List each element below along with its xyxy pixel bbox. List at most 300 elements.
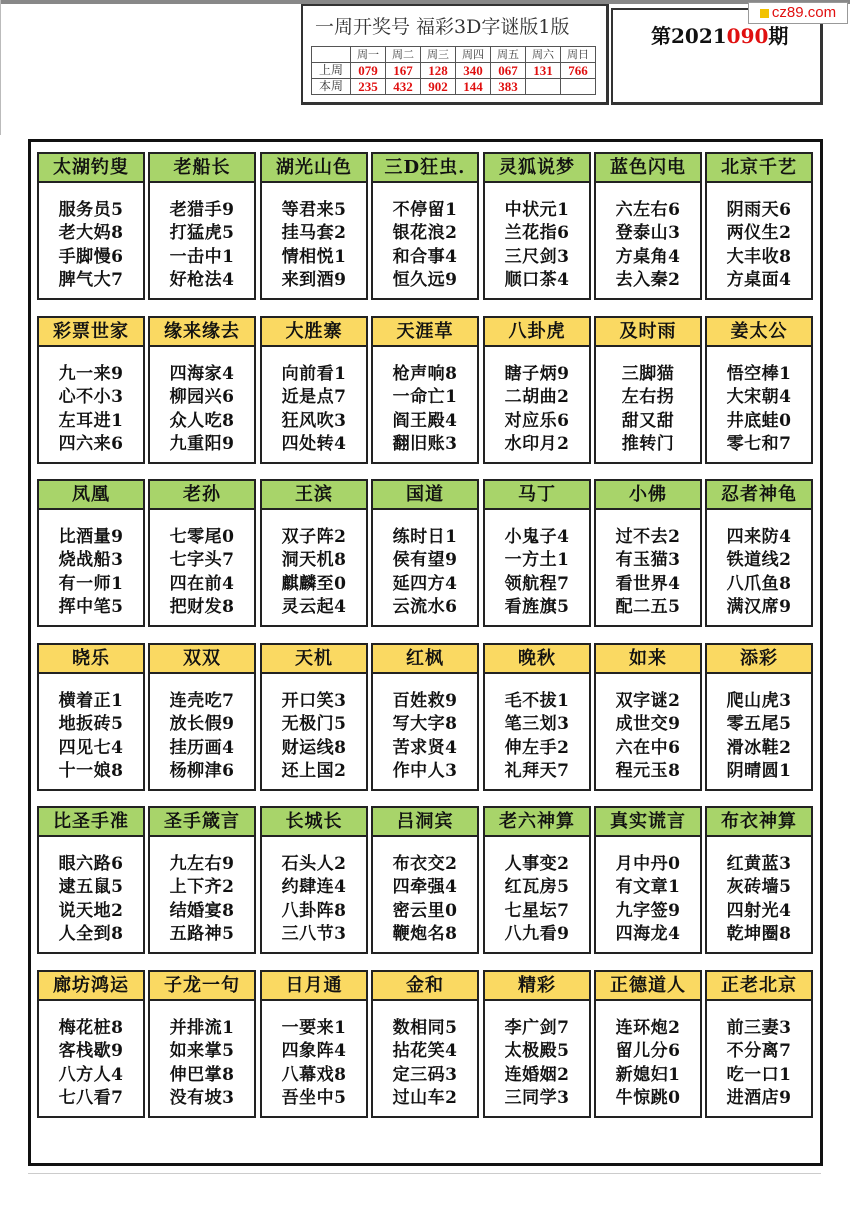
clue-line: 中状元1 bbox=[504, 200, 570, 220]
clue-line: 红瓦房5 bbox=[504, 877, 570, 898]
puzzle-card bbox=[148, 970, 256, 1118]
clue-line: 八卦阵8 bbox=[281, 900, 347, 921]
card-title: 缘来缘去 bbox=[150, 318, 254, 347]
period-number: 第2021090期 bbox=[651, 24, 789, 48]
puzzle-card bbox=[260, 152, 368, 300]
bottom-rule bbox=[28, 1173, 821, 1174]
clue-line: 七八看7 bbox=[58, 1087, 124, 1108]
card-body bbox=[39, 1001, 143, 1110]
card-body bbox=[373, 674, 477, 783]
clue-line: 近是点7 bbox=[281, 387, 347, 408]
clue-line: 七零尾0 bbox=[169, 527, 235, 547]
clue-line: 顺口茶4 bbox=[504, 269, 570, 290]
day-header: 周日 bbox=[561, 47, 596, 63]
weekly-draw-panel bbox=[301, 4, 609, 105]
card-title: 王滨 bbox=[262, 481, 366, 510]
clue-line: 没有坡3 bbox=[169, 1087, 235, 1108]
last-week-row bbox=[312, 63, 596, 79]
puzzle-card bbox=[37, 806, 145, 954]
clue-line: 连婚姻2 bbox=[504, 1064, 570, 1085]
day-header: 周五 bbox=[491, 47, 526, 63]
clue-line: 配二五5 bbox=[615, 596, 681, 617]
card-body bbox=[373, 1001, 477, 1110]
clue-line: 两仪生2 bbox=[726, 223, 792, 244]
clue-line: 还上国2 bbox=[281, 760, 347, 781]
card-title: 布衣神算 bbox=[707, 808, 811, 837]
card-title: 晓乐 bbox=[39, 645, 143, 674]
card-title: 凤凰 bbox=[39, 481, 143, 510]
clue-line: 大丰收8 bbox=[726, 246, 792, 267]
clue-line: 滑冰鞋2 bbox=[726, 737, 792, 758]
card-title: 比圣手准 bbox=[39, 808, 143, 837]
puzzle-card bbox=[483, 806, 591, 954]
clue-line: 并排流1 bbox=[169, 1018, 235, 1038]
clue-line: 双字谜2 bbox=[615, 691, 681, 711]
card-title: 长城长 bbox=[262, 808, 366, 837]
card-body bbox=[485, 1001, 589, 1110]
clue-line: 太极殿5 bbox=[504, 1041, 570, 1062]
clue-line: 成世交9 bbox=[615, 714, 681, 735]
card-title: 真实谎言 bbox=[596, 808, 700, 837]
clue-line: 红黄蓝3 bbox=[726, 854, 792, 874]
clue-line: 无极门5 bbox=[281, 714, 347, 735]
card-body bbox=[596, 183, 700, 292]
puzzle-card bbox=[483, 479, 591, 627]
clue-line: 方桌面4 bbox=[726, 269, 792, 290]
card-body bbox=[596, 510, 700, 619]
clue-line: 左耳进1 bbox=[58, 410, 124, 431]
clue-line: 新媳妇1 bbox=[615, 1064, 681, 1085]
site-badge[interactable]: cz89.com bbox=[748, 2, 848, 24]
puzzle-card bbox=[705, 152, 813, 300]
clue-line: 情相悦1 bbox=[281, 246, 347, 267]
clue-line: 八幕戏8 bbox=[281, 1064, 347, 1085]
clue-line: 十一娘8 bbox=[58, 760, 124, 781]
clue-line: 来到酒9 bbox=[281, 269, 347, 290]
clue-line: 人全到8 bbox=[58, 923, 124, 944]
clue-line: 二胡曲2 bbox=[504, 387, 570, 408]
card-title: 廊坊鸿运 bbox=[39, 972, 143, 1001]
clue-line: 灰砖墙5 bbox=[726, 877, 792, 898]
draw-results-table bbox=[311, 46, 596, 95]
card-body bbox=[150, 837, 254, 946]
clue-line: 阴晴圆1 bbox=[726, 760, 792, 781]
puzzle-card bbox=[260, 643, 368, 791]
puzzle-card bbox=[705, 316, 813, 464]
puzzle-card bbox=[594, 806, 702, 954]
clue-line: 三八节3 bbox=[281, 923, 347, 944]
clue-line: 密云里0 bbox=[392, 900, 458, 921]
clue-line: 吃一口1 bbox=[726, 1064, 792, 1085]
card-body bbox=[262, 837, 366, 946]
clue-line: 推转门 bbox=[621, 433, 675, 454]
puzzle-card bbox=[483, 152, 591, 300]
card-body bbox=[150, 183, 254, 292]
puzzle-card bbox=[371, 479, 479, 627]
clue-line: 云流水6 bbox=[392, 596, 458, 617]
clue-line: 笔三划3 bbox=[504, 714, 570, 735]
clue-line: 脾气大7 bbox=[58, 269, 124, 290]
clue-line: 双子阵2 bbox=[281, 527, 347, 547]
left-margin-line bbox=[0, 0, 1, 135]
card-title: 彩票世家 bbox=[39, 318, 143, 347]
clue-line: 连壳吃7 bbox=[169, 691, 235, 711]
card-body bbox=[150, 1001, 254, 1110]
clue-line: 伸巴掌8 bbox=[169, 1064, 235, 1085]
clue-line: 四见七4 bbox=[58, 737, 124, 758]
clue-line: 一要来1 bbox=[281, 1018, 347, 1038]
clue-line: 零五尾5 bbox=[726, 714, 792, 735]
day-header: 周四 bbox=[456, 47, 491, 63]
card-title: 晚秋 bbox=[485, 645, 589, 674]
clue-line: 对应乐6 bbox=[504, 410, 570, 431]
clue-line: 过不去2 bbox=[615, 527, 681, 547]
clue-line: 有一师1 bbox=[58, 573, 124, 594]
clue-line: 财运线8 bbox=[281, 737, 347, 758]
clue-line: 悟空棒1 bbox=[726, 364, 792, 384]
clue-line: 六在中6 bbox=[615, 737, 681, 758]
clue-line: 打猛虎5 bbox=[169, 223, 235, 244]
card-title: 及时雨 bbox=[596, 318, 700, 347]
draw-number: 383 bbox=[491, 79, 526, 95]
clue-line: 练时日1 bbox=[392, 527, 458, 547]
clue-line: 牛惊跳0 bbox=[615, 1087, 681, 1108]
clue-line: 九一来9 bbox=[58, 364, 124, 384]
card-body bbox=[707, 674, 811, 783]
puzzle-card bbox=[37, 479, 145, 627]
clue-line: 百姓救9 bbox=[392, 691, 458, 711]
clue-line: 李广剑7 bbox=[504, 1018, 570, 1038]
clue-line: 梅花桩8 bbox=[58, 1018, 124, 1038]
clue-line: 领航程7 bbox=[504, 573, 570, 594]
clue-line: 四处转4 bbox=[281, 433, 347, 454]
clue-line: 地扳砖5 bbox=[58, 714, 124, 735]
clue-line: 三尺剑3 bbox=[504, 246, 570, 267]
clue-line: 拈花笑4 bbox=[392, 1041, 458, 1062]
card-title: 吕洞宾 bbox=[373, 808, 477, 837]
puzzle-card bbox=[483, 643, 591, 791]
clue-line: 四来防4 bbox=[726, 527, 792, 547]
card-title: 天机 bbox=[262, 645, 366, 674]
card-title: 红枫 bbox=[373, 645, 477, 674]
clue-line: 看旌旗5 bbox=[504, 596, 570, 617]
card-body bbox=[485, 837, 589, 946]
clue-line: 四海龙4 bbox=[615, 923, 681, 944]
puzzle-card bbox=[148, 643, 256, 791]
clue-line: 比酒量9 bbox=[58, 527, 124, 547]
clue-line: 满汉席9 bbox=[726, 596, 792, 617]
card-body bbox=[150, 347, 254, 456]
draw-number: 067 bbox=[491, 63, 526, 79]
card-body bbox=[485, 510, 589, 619]
puzzle-card bbox=[594, 479, 702, 627]
clue-line: 兰花指6 bbox=[504, 223, 570, 244]
clue-line: 爬山虎3 bbox=[726, 691, 792, 711]
card-title: 正德道人 bbox=[596, 972, 700, 1001]
clue-line: 逮五鼠5 bbox=[58, 877, 124, 898]
clue-line: 洞天机8 bbox=[281, 550, 347, 571]
clue-line: 去入秦2 bbox=[615, 269, 681, 290]
puzzle-card bbox=[260, 970, 368, 1118]
clue-line: 方桌角4 bbox=[615, 246, 681, 267]
clue-line: 灵云起4 bbox=[281, 596, 347, 617]
clue-line: 老猎手9 bbox=[169, 200, 235, 220]
clue-line: 毛不拔1 bbox=[504, 691, 570, 711]
puzzle-card bbox=[705, 643, 813, 791]
puzzle-card bbox=[260, 479, 368, 627]
card-title: 精彩 bbox=[485, 972, 589, 1001]
row-label: 上周 bbox=[312, 63, 351, 79]
clue-line: 八九看9 bbox=[504, 923, 570, 944]
clue-line: 阎王殿4 bbox=[392, 410, 458, 431]
clue-line: 有玉猫3 bbox=[615, 550, 681, 571]
card-body bbox=[707, 837, 811, 946]
card-title: 姜太公 bbox=[707, 318, 811, 347]
clue-line: 好枪法4 bbox=[169, 269, 235, 290]
clue-line: 四牵强4 bbox=[392, 877, 458, 898]
clue-line: 石头人2 bbox=[281, 854, 347, 874]
card-body bbox=[707, 183, 811, 292]
clue-line: 约肆连4 bbox=[281, 877, 347, 898]
card-title: 大胜寨 bbox=[262, 318, 366, 347]
draw-number: 167 bbox=[386, 63, 421, 79]
clue-line: 铁道线2 bbox=[726, 550, 792, 571]
day-header-row bbox=[312, 47, 596, 63]
clue-line: 伸左手2 bbox=[504, 737, 570, 758]
draw-number bbox=[526, 79, 561, 95]
day-header: 周一 bbox=[351, 47, 386, 63]
puzzle-card bbox=[260, 806, 368, 954]
clue-line: 挂马套2 bbox=[281, 223, 347, 244]
clue-line: 布衣交2 bbox=[392, 854, 458, 874]
clue-line: 连环炮2 bbox=[615, 1018, 681, 1038]
clue-line: 延四方4 bbox=[392, 573, 458, 594]
card-body bbox=[596, 1001, 700, 1110]
clue-line: 四象阵4 bbox=[281, 1041, 347, 1062]
clue-line: 众人吃8 bbox=[169, 410, 235, 431]
card-title: 蓝色闪电 bbox=[596, 154, 700, 183]
card-title: 子龙一句 bbox=[150, 972, 254, 1001]
clue-line: 一击中1 bbox=[169, 246, 235, 267]
card-body bbox=[150, 674, 254, 783]
puzzle-card bbox=[483, 316, 591, 464]
card-body bbox=[596, 837, 700, 946]
clue-line: 服务员5 bbox=[58, 200, 124, 220]
card-body bbox=[596, 674, 700, 783]
clue-line: 登泰山3 bbox=[615, 223, 681, 244]
clue-line: 把财发8 bbox=[169, 596, 235, 617]
card-title: 如来 bbox=[596, 645, 700, 674]
card-title: 老孙 bbox=[150, 481, 254, 510]
clue-line: 麒麟至0 bbox=[281, 573, 347, 594]
clue-line: 四海家4 bbox=[169, 364, 235, 384]
card-body bbox=[373, 837, 477, 946]
puzzle-card bbox=[371, 806, 479, 954]
puzzle-card bbox=[37, 643, 145, 791]
clue-line: 月中丹0 bbox=[615, 854, 681, 874]
clue-line: 枪声响8 bbox=[392, 364, 458, 384]
clue-line: 九左右9 bbox=[169, 854, 235, 874]
card-title: 忍者神龟 bbox=[707, 481, 811, 510]
clue-line: 四射光4 bbox=[726, 900, 792, 921]
card-body bbox=[707, 1001, 811, 1110]
puzzle-card bbox=[705, 970, 813, 1118]
clue-line: 五路神5 bbox=[169, 923, 235, 944]
clue-line: 一命亡1 bbox=[392, 387, 458, 408]
clue-line: 开口笑3 bbox=[281, 691, 347, 711]
clue-line: 甜又甜 bbox=[621, 410, 675, 431]
draw-panel-title: 一周开奖号 福彩3D字谜版1版 bbox=[315, 16, 570, 38]
puzzle-card bbox=[483, 970, 591, 1118]
puzzle-card bbox=[371, 316, 479, 464]
card-body bbox=[485, 674, 589, 783]
card-body bbox=[39, 674, 143, 783]
card-title: 灵狐说梦 bbox=[485, 154, 589, 183]
clue-line: 水印月2 bbox=[504, 433, 570, 454]
clue-line: 说天地2 bbox=[58, 900, 124, 921]
clue-line: 定三码3 bbox=[392, 1064, 458, 1085]
clue-line: 一方土1 bbox=[504, 550, 570, 571]
puzzle-card bbox=[594, 152, 702, 300]
clue-line: 瞎子炳9 bbox=[504, 364, 570, 384]
card-body bbox=[39, 510, 143, 619]
clue-line: 看世界4 bbox=[615, 573, 681, 594]
draw-number: 235 bbox=[351, 79, 386, 95]
puzzle-card bbox=[148, 152, 256, 300]
clue-line: 进酒店9 bbox=[726, 1087, 792, 1108]
draw-number: 079 bbox=[351, 63, 386, 79]
card-title: 正老北京 bbox=[707, 972, 811, 1001]
card-body bbox=[373, 183, 477, 292]
card-title: 老六神算 bbox=[485, 808, 589, 837]
puzzle-card bbox=[594, 643, 702, 791]
puzzle-card bbox=[594, 316, 702, 464]
draw-number: 766 bbox=[561, 63, 596, 79]
card-title: 北京千艺 bbox=[707, 154, 811, 183]
card-body bbox=[262, 1001, 366, 1110]
clue-line: 鞭炮名8 bbox=[392, 923, 458, 944]
row-label: 本周 bbox=[312, 79, 351, 95]
clue-line: 数相同5 bbox=[392, 1018, 458, 1038]
draw-number: 144 bbox=[456, 79, 491, 95]
draw-number bbox=[561, 79, 596, 95]
clue-line: 眼六路6 bbox=[58, 854, 124, 874]
clue-line: 七字头7 bbox=[169, 550, 235, 571]
clue-line: 前三妻3 bbox=[726, 1018, 792, 1038]
card-body bbox=[39, 183, 143, 292]
clue-line: 柳园兴6 bbox=[169, 387, 235, 408]
clue-line: 八爪鱼8 bbox=[726, 573, 792, 594]
card-body bbox=[150, 510, 254, 619]
card-body bbox=[262, 183, 366, 292]
card-body bbox=[485, 347, 589, 456]
puzzle-card bbox=[705, 806, 813, 954]
clue-line: 挂历画4 bbox=[169, 737, 235, 758]
puzzle-card bbox=[371, 970, 479, 1118]
clue-line: 烧战船3 bbox=[58, 550, 124, 571]
clue-line: 恒久远9 bbox=[392, 269, 458, 290]
clue-line: 四在前4 bbox=[169, 573, 235, 594]
clue-line: 四六来6 bbox=[58, 433, 124, 454]
clue-line: 留儿分6 bbox=[615, 1041, 681, 1062]
clue-line: 有文章1 bbox=[615, 877, 681, 898]
draw-number: 131 bbox=[526, 63, 561, 79]
clue-line: 人事变2 bbox=[504, 854, 570, 874]
clue-line: 苦求贤4 bbox=[392, 737, 458, 758]
clue-line: 向前看1 bbox=[281, 364, 347, 384]
clue-line: 三脚猫 bbox=[621, 364, 675, 384]
puzzle-card bbox=[148, 479, 256, 627]
clue-line: 不分离7 bbox=[726, 1041, 792, 1062]
clue-line: 等君来5 bbox=[281, 200, 347, 220]
card-body bbox=[485, 183, 589, 292]
clue-line: 程元玉8 bbox=[615, 760, 681, 781]
card-body bbox=[373, 510, 477, 619]
clue-line: 阴雨天6 bbox=[726, 200, 792, 220]
puzzle-card bbox=[705, 479, 813, 627]
draw-number: 432 bbox=[386, 79, 421, 95]
clue-line: 上下齐2 bbox=[169, 877, 235, 898]
card-title: 添彩 bbox=[707, 645, 811, 674]
clue-line: 和合事4 bbox=[392, 246, 458, 267]
card-title: 国道 bbox=[373, 481, 477, 510]
clue-line: 如来掌5 bbox=[169, 1041, 235, 1062]
clue-line: 客栈歇9 bbox=[58, 1041, 124, 1062]
puzzle-card bbox=[37, 152, 145, 300]
card-body bbox=[262, 510, 366, 619]
card-title: 小佛 bbox=[596, 481, 700, 510]
draw-number: 340 bbox=[456, 63, 491, 79]
clue-line: 银花浪2 bbox=[392, 223, 458, 244]
puzzle-card bbox=[594, 970, 702, 1118]
card-body bbox=[707, 510, 811, 619]
clue-line: 作中人3 bbox=[392, 760, 458, 781]
day-header: 周三 bbox=[421, 47, 456, 63]
clue-line: 侯有望9 bbox=[392, 550, 458, 571]
card-body bbox=[596, 347, 700, 456]
card-body bbox=[373, 347, 477, 456]
clue-line: 放长假9 bbox=[169, 714, 235, 735]
card-title: 金和 bbox=[373, 972, 477, 1001]
puzzle-card bbox=[260, 316, 368, 464]
clue-line: 狂风吹3 bbox=[281, 410, 347, 431]
clue-line: 九字签9 bbox=[615, 900, 681, 921]
card-title: 三D狂虫. bbox=[373, 154, 477, 183]
clue-line: 结婚宴8 bbox=[169, 900, 235, 921]
draw-number: 902 bbox=[421, 79, 456, 95]
clue-line: 写大字8 bbox=[392, 714, 458, 735]
clue-line: 翻旧账3 bbox=[392, 433, 458, 454]
clue-line: 挥中笔5 bbox=[58, 596, 124, 617]
clue-line: 老大妈8 bbox=[58, 223, 124, 244]
badge-square-icon bbox=[760, 9, 769, 18]
this-week-row bbox=[312, 79, 596, 95]
card-title: 圣手箴言 bbox=[150, 808, 254, 837]
clue-line: 吾坐中5 bbox=[281, 1087, 347, 1108]
clue-line: 礼拜天7 bbox=[504, 760, 570, 781]
card-body bbox=[262, 674, 366, 783]
puzzle-card bbox=[371, 643, 479, 791]
puzzle-card bbox=[148, 316, 256, 464]
card-body bbox=[262, 347, 366, 456]
clue-line: 六左右6 bbox=[615, 200, 681, 220]
clue-line: 八方人4 bbox=[58, 1064, 124, 1085]
card-title: 湖光山色 bbox=[262, 154, 366, 183]
puzzle-card bbox=[148, 806, 256, 954]
clue-line: 九重阳9 bbox=[169, 433, 235, 454]
clue-line: 心不小3 bbox=[58, 387, 124, 408]
puzzle-card bbox=[37, 970, 145, 1118]
